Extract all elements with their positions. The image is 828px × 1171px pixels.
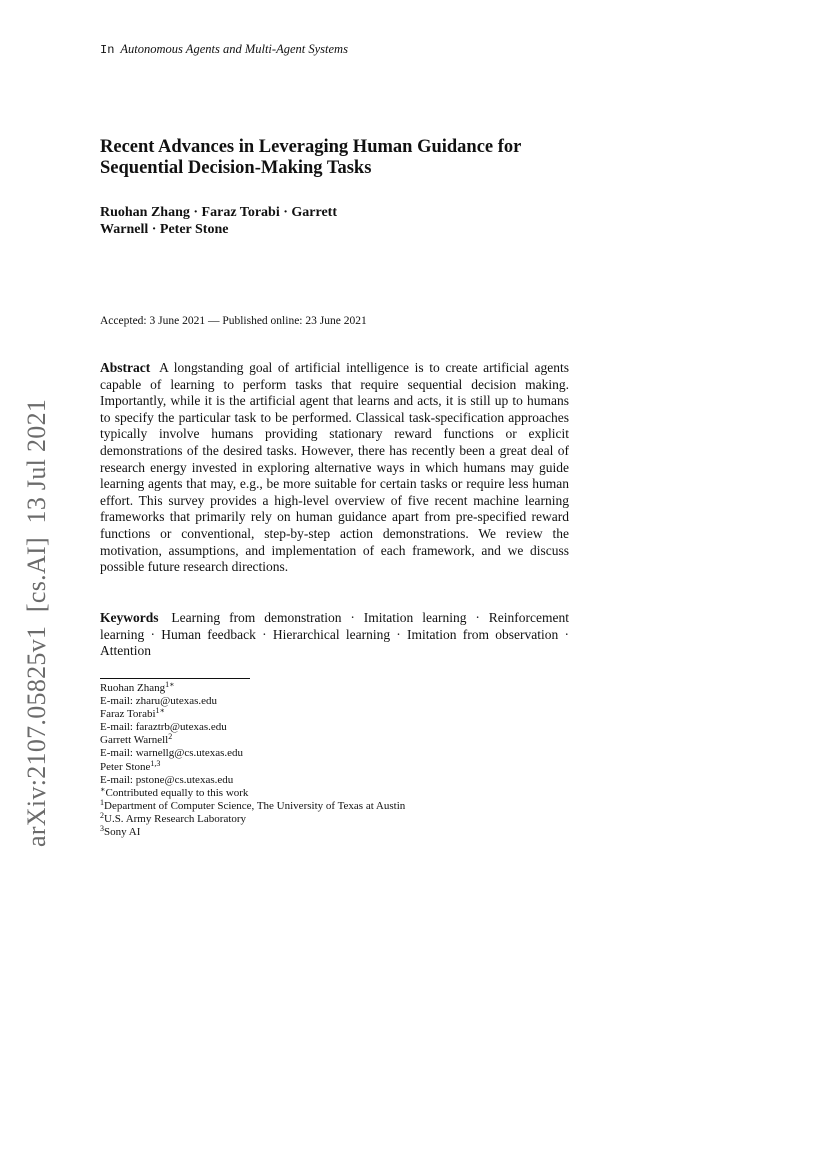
keywords-text: Learning from demonstration · Imitation learning · Reinforcement learning · Human feedback · Hierarchical learning · Imitation from observation · Attention: [100, 610, 569, 659]
journal-header: [100, 42, 348, 57]
authors-line-2: Warnell · Peter Stone: [100, 222, 229, 237]
abstract-text: A longstanding goal of artificial intelligence is to create artificial agents capable of learning to perform tasks that require sequential decision making. Importantly, while it is the artificial agent that learns and acts, it is still up to humans to specify the particular task to be performed. Classical task-specification approaches typically involve humans providing stationary reward functions or explicit demonstrations of the desired tasks. However, there has recently been a great deal of research energy invested in exploring alternative ways in which humans may guide learning agents that may, e.g., be more suitable for certain tasks or require less human effort. This survey provides a high-level overview of five recent machine learning frameworks that primarily rely on human guidance apart from pre-specified reward functions or conventional, step-by-step action demonstrations. We review the motivation, assumptions, and implementation of each framework, and we discuss possible future research directions.: [100, 360, 569, 575]
footnote-line: $^3$Sony AI: [100, 824, 141, 839]
footnote-line: E-mail: faraztrb@utexas.edu: [100, 721, 227, 734]
footnote-line: E-mail: zharu@utexas.edu: [100, 695, 218, 708]
keywords-label: Keywords: [100, 610, 159, 625]
paper-title: Recent Advances in Leveraging Human Guidance for Sequential Decision-Making Tasks: [100, 137, 522, 178]
author-list: [100, 204, 420, 238]
publication-dates: Accepted: 3 June 2021 — Published online: 23 June 2021: [100, 315, 367, 327]
abstract: [100, 360, 569, 576]
authors-line-1: Ruohan Zhang · Faraz Torabi · Garrett: [100, 205, 337, 220]
footnote-line: E-mail: pstone@cs.utexas.edu: [100, 773, 234, 786]
footnotes: [100, 682, 520, 839]
arxiv-stamp: arXiv:2107.05825v1 [cs.AI] 13 Jul 2021: [22, 398, 51, 847]
abstract-label: Abstract: [100, 360, 151, 375]
footnote-line: Ruohan Zhang$^{1∗}$: [100, 680, 175, 694]
footnote-line: $^2$U.S. Army Research Laboratory: [100, 810, 247, 825]
footnote-line: Faraz Torabi$^{1∗}$: [100, 706, 165, 721]
footnote-line: ∗Contributed equally to this work: [100, 784, 249, 799]
footnote-line: Garrett Warnell$^2$: [100, 732, 173, 747]
footnote-divider: [100, 678, 250, 679]
footnote-line: $^1$Department of Computer Science, The University of Texas at Austin: [100, 797, 406, 812]
footnote-line: Peter Stone$^{1,3}$: [100, 758, 161, 773]
journal-prefix: In: [100, 43, 115, 57]
keywords: [100, 610, 569, 660]
journal-name: Autonomous Agents and Multi-Agent Systems: [120, 42, 348, 56]
footnote-line: E-mail: warnellg@cs.utexas.edu: [100, 747, 243, 760]
